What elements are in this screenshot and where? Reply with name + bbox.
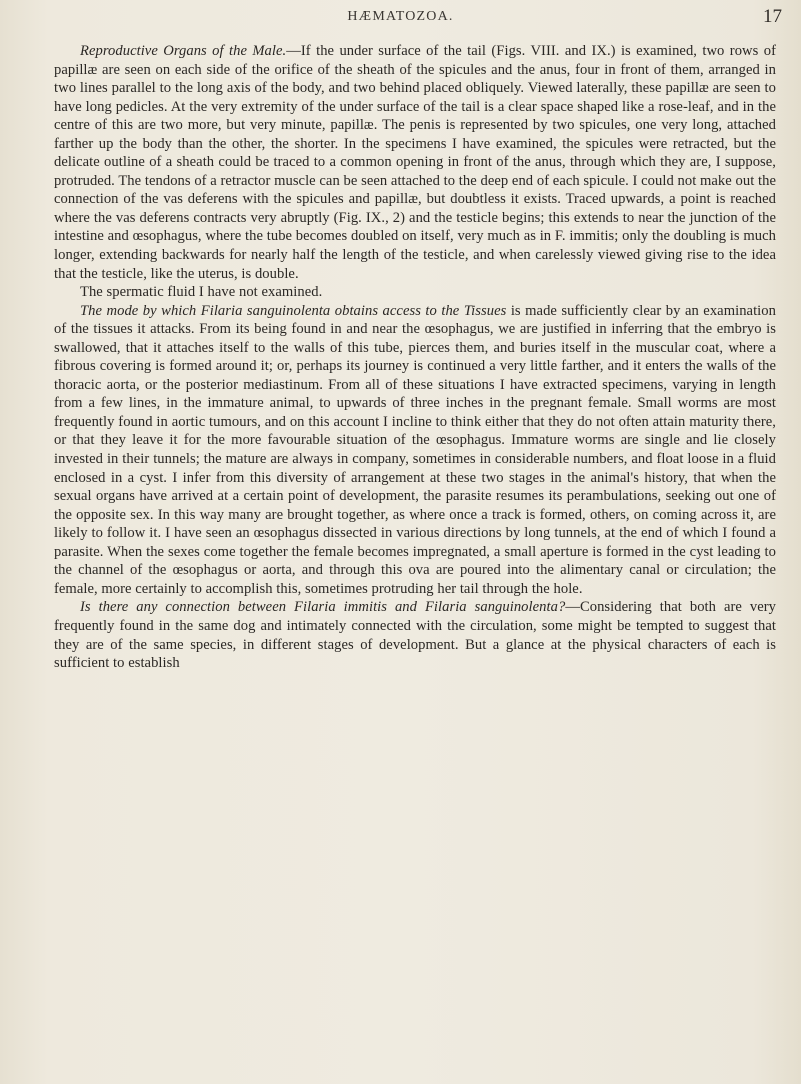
paragraph-access-to-tissues bbox=[54, 302, 776, 599]
paragraph-spermatic-fluid bbox=[54, 283, 776, 302]
paragraph-connection bbox=[54, 598, 776, 672]
paragraph-text: —Considering that both are very frequently found in the same dog and intimately connected with the circulation, some might be tempted to suggest that they are of the same species, in different stages of development. But a glance at the physical characters of each is sufficient to establish bbox=[54, 599, 776, 672]
paragraph-text: —If the under surface of the tail (Figs. VIII. and IX.) is examined, two rows of papillæ are seen on each side of the orifice of the sheath of the spicules and the anus, four in front of them, arranged in two lines parallel to the long axis of the body, and two behind placed obliquely. Viewed laterally, these papillæ are seen to have long pedicles. At the very extremity of the under surface of the tail is a clear space shaped like a rose-leaf, and in the centre of this are two more, but very minute, papillæ. The penis is represented by two spicules, one very long, attached farther up the body than the other, the shorter. In the specimens I have examined, the spicules were retracted, but the delicate outline of a sheath could be traced to a common opening in front of the anus, through which they are, I suppose, protruded. The tendons of a retractor muscle can be seen attached to the deep end of each spicule. I could not make out the connection of the vas deferens with the spicules and papillæ, but doubtless it exists. Traced upwards, a point is reached where the vas deferens contracts very abruptly (Fig. IX., 2) and the testicle begins; this extends to near the junction of the intestine and œsophagus, where the tube becomes doubled on itself, very much as in F. immitis; only the doubling is much longer, extending backwards for nearly half the length of the testicle, and when carelessly viewed giving rise to the idea that the testicle, like the uterus, is double. bbox=[54, 43, 776, 282]
page-number: 17 bbox=[763, 6, 782, 27]
section-heading: Is there any connection between Filaria immitis and Filaria sanguinolenta? bbox=[80, 599, 566, 616]
body-text bbox=[54, 42, 776, 673]
running-head bbox=[0, 6, 801, 26]
section-heading: Reproductive Organs of the Male. bbox=[80, 43, 287, 59]
paragraph-text: is made sufficiently clear by an examination of the tissues it attacks. From its being found in and near the œsophagus, we are justified in inferring that the embryo is swallowed, that it attaches itself to the walls of this tube, pierces them, and buries itself in the muscular coat, where a fibrous covering is formed around it; or, perhaps its journey is continued a very little farther, and it enters the walls of the thoracic aorta, or the posterior mediastinum. From all of these situations I have extracted specimens, varying in length from a few lines, in the immature animal, to upwards of three inches in the pregnant female. Small worms are most frequently found in aortic tumours, and on this account I incline to think either that they do not often attain maturity there, or that they leave it for the more favourable situation of the œsophagus. Immature worms are single and lie closely invested in their tunnels; the mature are always in company, sometimes in considerable numbers, and float loose in a fluid enclosed in a cyst. I infer from this diversity of arrangement at these two stages in the animal's history, that when the sexual organs have arrived at a certain point of development, the parasite resumes its perambulations, seeking out one of the opposite sex. In this way many are brought together, as where once a track is formed, others, on coming across it, are likely to follow it. I have seen an œsophagus dissected in various directions by long tunnels, at the end of which I found a parasite. When the sexes come together the female becomes impregnated, a small aperture is formed in the cyst leading to the channel of the œsophagus or aorta, and through this ova are poured into the alimentary canal or circulation; the female, more certainly to accomplish this, sometimes protruding her tail through the hole. bbox=[54, 302, 776, 597]
running-title: HÆMATOZOA. bbox=[347, 9, 454, 24]
section-heading: The mode by which Filaria sanguinolenta obtains access to the Tissues bbox=[80, 302, 507, 319]
paragraph-text: The spermatic fluid I have not examined. bbox=[80, 284, 323, 301]
paragraph-male-organs bbox=[54, 42, 776, 283]
